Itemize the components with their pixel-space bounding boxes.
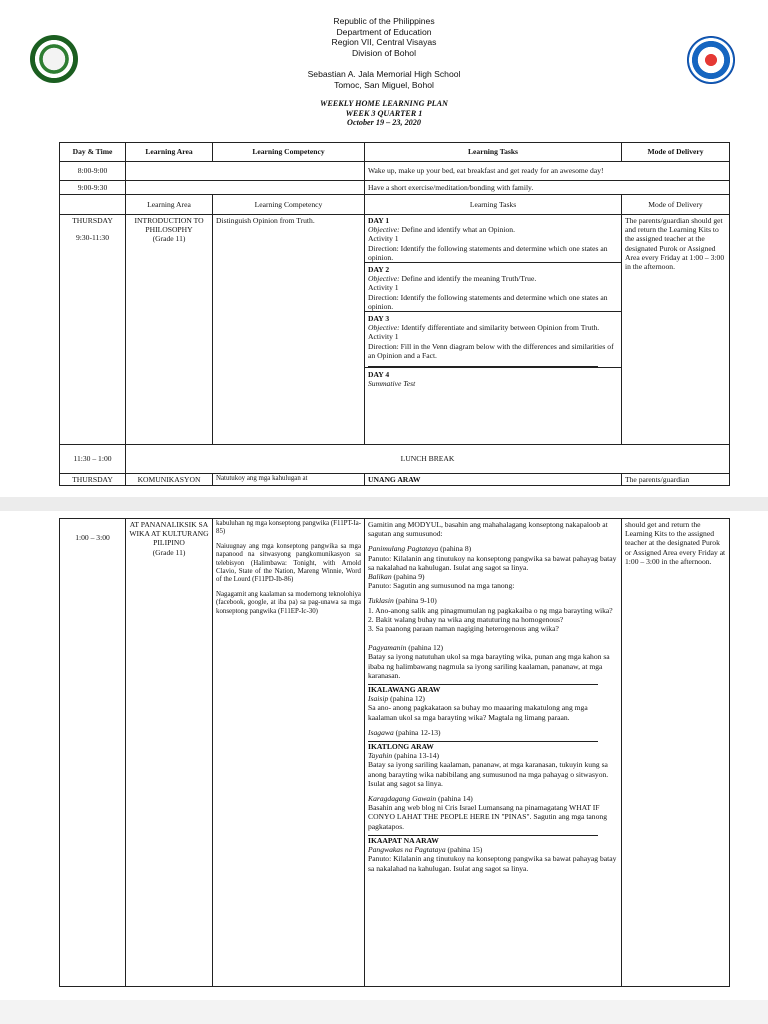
task-page: (pahina 13-14)	[394, 751, 440, 761]
mode-of-delivery-text: should get and return the Learning Kits to the assigned teacher at the designated Purok or Assigned Area every Friday at 1:00 – 3:00 in the afternoon.	[622, 519, 730, 987]
subheader-mode-of-delivery: Mode of Delivery	[622, 195, 730, 215]
task-page: (pahina 9-10)	[395, 596, 437, 606]
task-day-1	[365, 216, 621, 263]
activity-text: Summative Test	[368, 379, 416, 389]
grade-label: (Grade 11)	[152, 234, 186, 244]
task-heading	[368, 845, 618, 854]
table-row-lunch	[60, 445, 730, 474]
spacer	[368, 633, 618, 643]
school-name: Sebastian A. Jala Memorial High School	[307, 69, 461, 79]
day-time-cell	[60, 215, 126, 445]
task-ikalawang-araw	[365, 685, 621, 742]
learning-area-cell	[126, 215, 213, 445]
task-title: Pangwakas na Pagtataya	[368, 845, 446, 855]
task-title: Balikan	[368, 572, 392, 582]
plan-date-line: October 19 – 23, 2020	[347, 118, 421, 127]
day-heading: IKATLONG ARAW	[368, 742, 434, 752]
plan-week-line: WEEK 3 QUARTER 1	[345, 108, 423, 118]
day-heading: DAY 1	[368, 216, 390, 225]
agency-line: Division of Bohol	[351, 47, 416, 58]
document-page-2	[0, 508, 768, 998]
competency-text: Distinguish Opinion from Truth.	[213, 215, 365, 445]
day-label: THURSDAY	[60, 474, 126, 486]
task-page: (pahina 9)	[393, 572, 425, 582]
task-heading	[368, 694, 618, 703]
document-page-1	[0, 0, 768, 500]
subheader-learning-area: Learning Area	[126, 195, 213, 215]
agency-line: Region VII, Central Visayas	[331, 37, 437, 47]
task-text: Panuto: Kilalanin ang tinutukoy na konseptong pangwika sa bawat pahayag batay sa nakalahad na kahulugan. Isulat ang sagot sa linya.	[368, 553, 617, 572]
task-title: Isagawa	[368, 727, 394, 737]
task-text: 1. Ano-anong salik ang pinagmumulan ng pagkakaiba o ng mga barayting wika? 2. Bakit walang buhay na wika ang matuturing na homogenous? 3. Sa paanong paraan naman nagiging heterogenous ang wika?	[368, 605, 613, 634]
learning-plan-table	[59, 142, 730, 486]
task-ikaapat-na-araw	[365, 836, 621, 873]
table-row-komunikasyon	[60, 519, 730, 987]
objective-line	[368, 274, 618, 283]
learning-tasks-cell	[365, 215, 622, 445]
learning-area-name: KOMUNIKASYON	[126, 474, 213, 486]
col-header-learning-competency: Learning Competency	[213, 143, 365, 162]
day-heading: DAY 3	[368, 314, 390, 324]
task-text: Panuto: Kilalanin ang tinutukoy na konseptong pangwika sa bawat pahayag batay sa nakalahad na kahulugan. Isulat ang sagot sa linya.	[368, 854, 617, 873]
task-heading	[368, 794, 618, 803]
task-page: (pahina 15)	[447, 845, 483, 855]
task-heading	[368, 596, 618, 605]
competency-cell	[213, 519, 365, 987]
day-heading: DAY 4	[368, 370, 390, 380]
competency-text: kabuluhan ng mga konseptong pangwika (F11PT-Ia-85)	[216, 520, 361, 536]
day-heading: DAY 2	[368, 265, 390, 275]
lunch-text: LUNCH BREAK	[126, 445, 730, 474]
task-heading	[368, 751, 618, 760]
objective-line	[368, 225, 618, 234]
agency-header	[0, 16, 768, 58]
activity-text: Activity 1	[368, 234, 399, 244]
competency-text: Naiuugnay ang mga konseptong pangwika sa mga napanood na sitwasyong pangkomunikasyon sa telebisyon (Halimbawa: Tonight, with Arnold Clavio, State of the Nation, Mareng Winnie, Word of the Lourd (F11PD-Ib-86)	[216, 542, 361, 584]
agency-line: Department of Education	[336, 26, 432, 37]
task-text: Batay sa iyong sariling kaalaman, pananaw, at mga karanasan, tukuyin kung sa anong barayting wika nabibilang ang sumusunod na mga pahayag o sitwasyon. Isulat ang sagot sa linya.	[368, 760, 609, 788]
col-header-day-time: Day & Time	[60, 143, 126, 162]
task-heading	[368, 572, 618, 581]
objective-label: Objective:	[368, 225, 400, 235]
subheader-learning-tasks: Learning Tasks	[365, 195, 622, 215]
objective-label: Objective:	[368, 274, 400, 284]
table-row	[60, 162, 730, 181]
task-title: Pagyamanin	[368, 643, 407, 653]
competency-text: Natutukoy ang mga kahulugan at	[213, 474, 365, 486]
task-title: Tayahin	[368, 751, 393, 761]
empty-cell	[126, 181, 365, 195]
learning-plan-table-continued	[59, 518, 730, 987]
task-heading	[368, 728, 618, 737]
competency-text: Nagagamit ang kaalaman sa modernong teknolohiya (facebook, google, at iba pa) sa pag-unawa sa mga konseptong pangwika (F11EP-Ic-30)	[216, 590, 361, 615]
task-unang-araw	[365, 520, 621, 685]
school-address: Tomoc, San Miguel, Bohol	[334, 79, 434, 90]
learning-area-cell	[126, 519, 213, 987]
day-heading: UNANG ARAW	[365, 474, 622, 486]
day-heading: IKALAWANG ARAW	[368, 685, 441, 695]
grade-label: (Grade 11)	[152, 547, 186, 557]
activity-text: Activity 1	[368, 332, 399, 342]
task-day-3	[365, 314, 621, 368]
table-subheader-row	[60, 195, 730, 215]
task-text: Batay sa iyong natutuhan ukol sa mga barayting wika, punan ang mga kahon sa ibaba ng halimbawang nagmula sa iyong sariling kaalaman, pananaw, at mga karanasan.	[368, 652, 610, 680]
intro-text: Gamitin ang MODYUL, basahin ang mahahalagang konseptong nakapaloob at sagutan ang sumusunod:	[368, 520, 608, 539]
direction-text: Direction: Identify the following statements and determine which one states an opinion.	[368, 243, 608, 262]
task-text: Sa ano- anong pagkakataon sa buhay mo maaaring makatulong ang mga kaalaman ukol sa mga barayting wika? Magtala ng limang paraan.	[368, 703, 588, 722]
task-page: (pahina 12)	[390, 694, 425, 704]
subheader-learning-competency: Learning Competency	[213, 195, 365, 215]
empty-cell	[60, 195, 126, 215]
table-row-komunikasyon-start	[60, 474, 730, 486]
learning-area-name: AT PANANALIKSIK SA WIKA AT KULTURANG PILIPINO	[129, 520, 209, 548]
task-page: (pahina 12)	[408, 643, 444, 653]
objective-line	[368, 323, 618, 332]
objective-text: Identify differentiate and similarity between Opinion from Truth.	[401, 323, 600, 333]
routine-text: Have a short exercise/meditation/bonding with family.	[365, 181, 730, 195]
task-day-2	[365, 265, 621, 312]
task-heading	[368, 544, 618, 553]
divider-line	[368, 360, 598, 367]
col-header-mode-of-delivery: Mode of Delivery	[622, 143, 730, 162]
routine-time: 9:00-9:30	[60, 181, 126, 195]
task-page: (pahina 8)	[440, 544, 472, 554]
plan-title	[0, 99, 768, 128]
direction-text: Direction: Fill in the Venn diagram below with the differences and similarities of an Opinion and a Fact.	[368, 341, 614, 360]
task-page: (pahina 12-13)	[395, 727, 441, 737]
day-label: THURSDAY	[72, 216, 113, 225]
objective-text: Define and identify what an Opinion.	[401, 225, 515, 235]
activity-text: Activity 1	[368, 283, 399, 293]
learning-tasks-cell	[365, 519, 622, 987]
table-header-row	[60, 143, 730, 162]
table-row-philosophy	[60, 215, 730, 445]
learning-area-name: INTRODUCTION TO PHILOSOPHY	[134, 216, 204, 235]
plan-title-line: WEEKLY HOME LEARNING PLAN	[320, 99, 448, 108]
objective-text: Define and identify the meaning Truth/True.	[401, 274, 537, 284]
task-title: Tuklasin	[368, 596, 394, 606]
routine-time: 8:00-9:00	[60, 162, 126, 181]
school-header	[0, 69, 768, 90]
task-ikatlong-araw	[365, 742, 621, 836]
table-row	[60, 181, 730, 195]
task-title: Isaisip	[368, 694, 389, 704]
task-text: Panuto: Sagutin ang sumusunod na mga tanong:	[368, 581, 515, 591]
task-heading	[368, 643, 618, 652]
page-bottom-edge	[0, 1000, 768, 1024]
task-page: (pahina 14)	[438, 794, 473, 804]
col-header-learning-tasks: Learning Tasks	[365, 143, 622, 162]
agency-line: Republic of the Philippines	[333, 16, 435, 26]
time-label: 9:30-11:30	[75, 233, 110, 243]
direction-text: Direction: Identify the following statements and determine which one states an opinion.	[368, 292, 608, 311]
time-label: 1:00 – 3:00	[60, 519, 126, 987]
task-day-4	[365, 370, 621, 388]
col-header-learning-area: Learning Area	[126, 143, 213, 162]
task-title: Panimulang Pagtataya	[368, 544, 439, 554]
day-heading: IKAAPAT NA ARAW	[368, 835, 439, 845]
routine-text: Wake up, make up your bed, eat breakfast and get ready for an awesome day!	[365, 162, 730, 181]
objective-label: Objective:	[368, 323, 400, 333]
task-text: Basahin ang web blog ni Cris Israel Lumansang na pinamagatang WHAT IF CONYO LAHAT THE PEOPLE HERE IN "PINAS". Sagutin ang mga tanong pagkatapos.	[368, 803, 607, 831]
mode-of-delivery-text: The parents/guardian should get and return the Learning Kits to the assigned teacher at the designated Purok or Assigned Area every Friday at 1:00 – 3:00 in the afternoon.	[622, 215, 730, 445]
lunch-time: 11:30 – 1:00	[60, 445, 126, 474]
empty-cell	[126, 162, 365, 181]
task-title: Karagdagang Gawain	[368, 794, 437, 804]
mode-of-delivery-text: The parents/guardian	[622, 474, 730, 486]
